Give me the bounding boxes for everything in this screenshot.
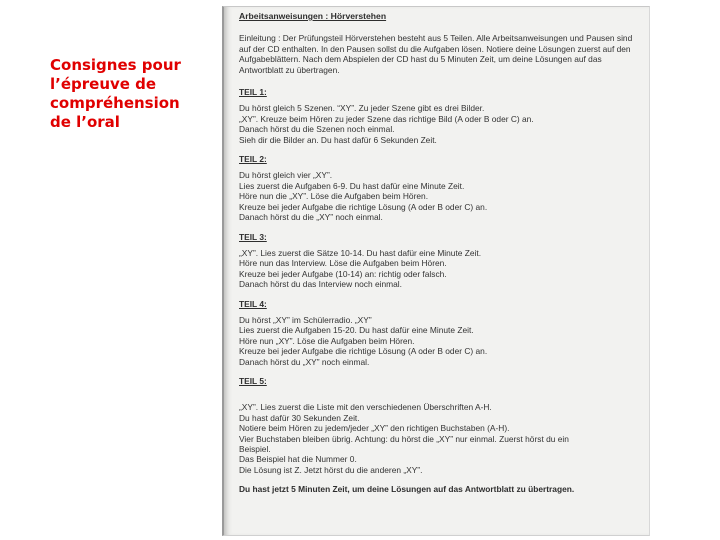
instruction-line: „XY”. Lies zuerst die Sätze 10-14. Du hast dafür eine Minute Zeit. [239,247,482,258]
instruction-line: Kreuze bei jeder Aufgabe die richtige Lösung (A oder B oder C) an. [239,201,488,212]
part-section [239,232,644,290]
instruction-line: Vier Buchstaben bleiben übrig. Achtung: du hörst die „XY” nur einmal. Zuerst hörst du ein [239,433,569,444]
slide-title: Consignes pour l’épreuve de compréhension de l’oral [50,56,181,131]
instruction-line: Du hörst gleich vier „XY”. [239,170,333,181]
part-title: TEIL 1: [239,87,267,98]
instruction-line: Sieh dir die Bilder an. Du hast dafür 6 Sekunden Zeit. [239,134,437,145]
instruction-line: Danach hörst du die „XY” noch einmal. [239,212,383,223]
part-section [239,87,644,145]
instruction-line: „XY”. Lies zuerst die Liste mit den verschiedenen Überschriften A-H. [239,402,492,413]
instruction-line: Kreuze bei jeder Aufgabe (10-14) an: richtig oder falsch. [239,268,447,279]
part-title: TEIL 5: [239,375,267,386]
instruction-line: Danach hörst du „XY” noch einmal. [239,356,370,367]
instruction-line: Notiere beim Hören zu jedem/jeder „XY” den richtigen Buchstaben (A-H). [239,423,510,434]
scanned-document [222,6,650,536]
part-section [239,299,644,367]
instruction-line: Die Lösung ist Z. Jetzt hörst du die anderen „XY”. [239,464,423,475]
instruction-line [239,392,644,402]
part-section [239,154,644,222]
instruction-line: Danach hörst du das Interview noch einmal. [239,279,402,290]
instruction-line: Danach hörst du die Szenen noch einmal. [239,124,395,135]
instruction-line: Kreuze bei jeder Aufgabe die richtige Lösung (A oder B oder C) an. [239,346,488,357]
document-page [239,11,644,495]
document-title: Arbeitsanweisungen : Hörverstehen [239,11,387,21]
parts-list [239,87,644,475]
instruction-line: Lies zuerst die Aufgaben 6-9. Du hast dafür eine Minute Zeit. [239,180,465,191]
instruction-line: Du hörst „XY” im Schülerradio. „XY” [239,314,372,325]
part-title: TEIL 2: [239,154,267,165]
closing-instruction: Du hast jetzt 5 Minuten Zeit, um deine Lösungen auf das Antwortblatt zu übertragen. [239,484,575,495]
instruction-line: Du hörst gleich 5 Szenen. “XY”. Zu jeder Szene gibt es drei Bilder. [239,103,485,114]
instruction-line: Das Beispiel hat die Nummer 0. [239,454,357,465]
instruction-line: Höre nun das Interview. Löse die Aufgaben beim Hören. [239,258,447,269]
part-title: TEIL 4: [239,298,267,309]
instruction-line: Lies zuerst die Aufgaben 15-20. Du hast dafür eine Minute Zeit. [239,325,474,336]
instruction-line: Du hast dafür 30 Sekunden Zeit. [239,412,360,423]
instruction-line: Beispiel. [239,444,271,454]
instruction-line: Höre nun die „XY”. Löse die Aufgaben beim Hören. [239,191,429,202]
part-section [239,376,644,475]
part-title: TEIL 3: [239,231,267,242]
instruction-line: Höre nun „XY”. Löse die Aufgaben beim Hören. [239,335,415,346]
introduction-paragraph: Einleitung : Der Prüfungsteil Hörverstehen besteht aus 5 Teilen. Alle Arbeitsanweisungen und Pausen sind auf der CD enthalten. In den Pausen sollst du die Aufgaben lösen. Notiere deine Lösungen zuerst auf den Aufgabeblättern. Nach dem Abspielen der CD hast du 5 Minuten Zeit, um deine Lösungen auf das Antwortblatt zu übertragen. [239,33,633,75]
instruction-line: „XY”. Kreuze beim Hören zu jeder Szene das richtige Bild (A oder B oder C) an. [239,113,534,124]
